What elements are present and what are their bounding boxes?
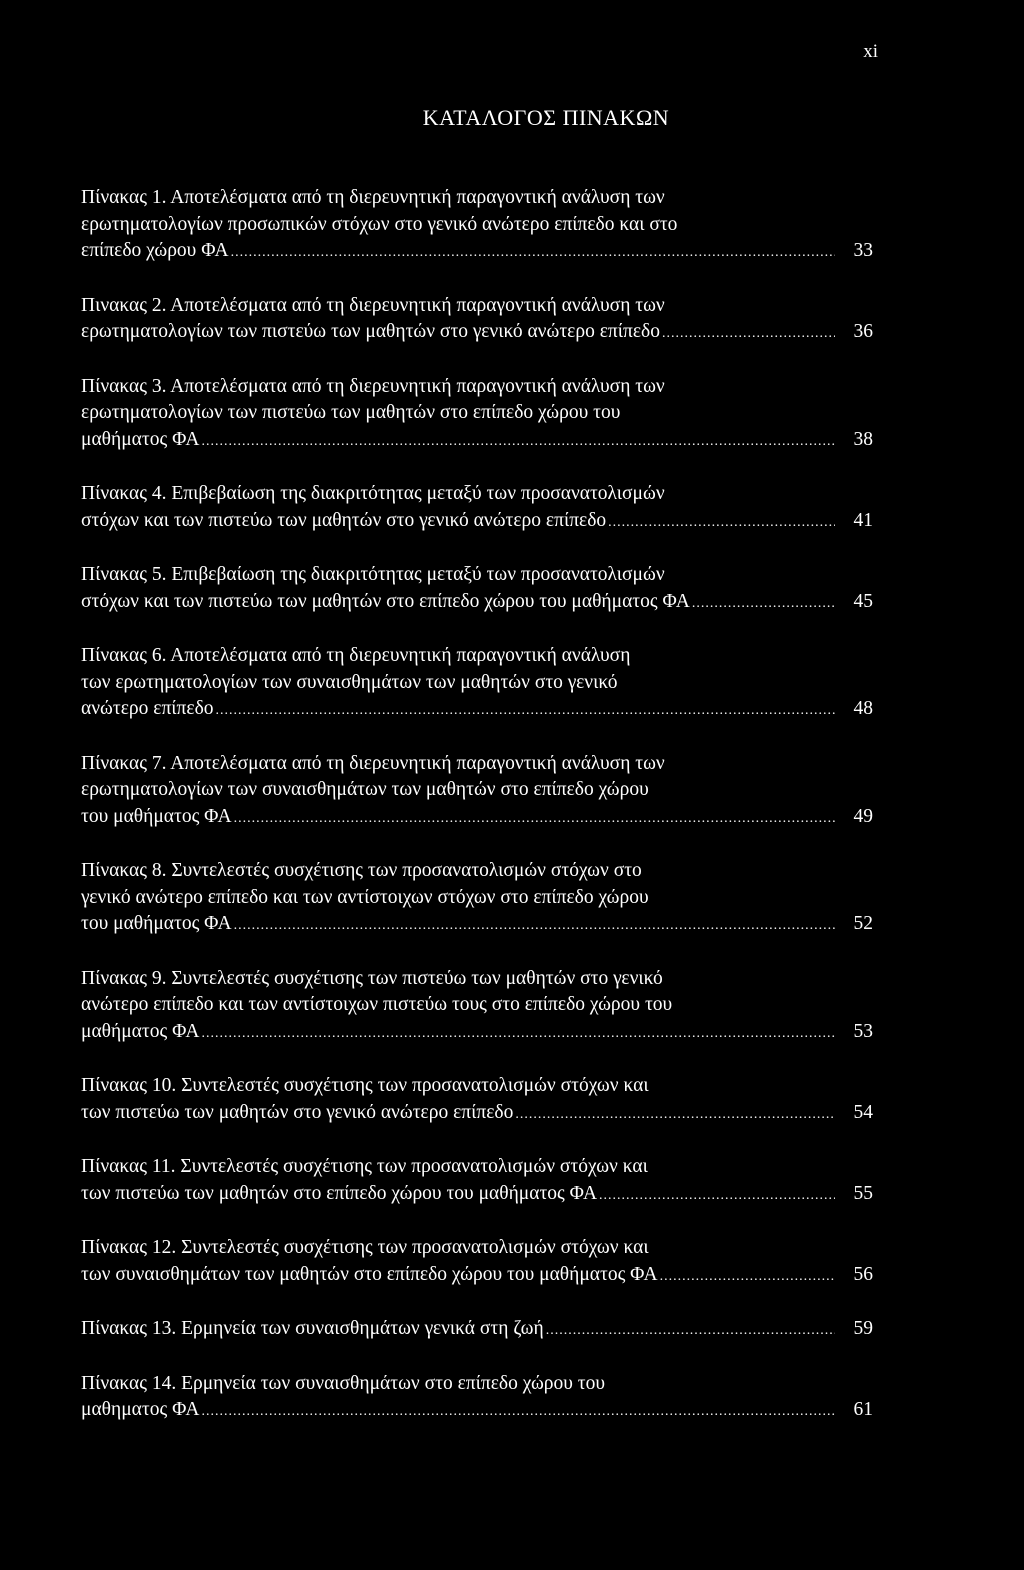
- toc-entry: [81, 1235, 873, 1290]
- entry-last-line: [81, 427, 873, 456]
- entry-last-line: [81, 804, 873, 833]
- dot-leader: [660, 1264, 835, 1291]
- entry-text-line: ερωτηματολογίων των συναισθημάτων των μαθητών στο επίπεδο χώρου: [81, 779, 649, 800]
- table-list: [81, 185, 873, 1452]
- entry-last-line: [81, 1181, 873, 1210]
- toc-entry: [81, 1073, 873, 1128]
- entry-text-line: ερωτηματολογίων προσωπικών στόχων στο γενικό ανώτερο επίπεδο και στο: [81, 213, 678, 235]
- entry-text-line: Πίνακας 6. Αποτελέσματα από τη διερευνητική παραγοντική ανάλυση: [81, 645, 631, 666]
- entry-text-line: στόχων και των πιστεύω των μαθητών στο γενικό ανώτερο επίπεδο: [81, 509, 607, 531]
- entry-text-line: Πίνακας 5. Επιβεβαίωση της διακριτότητας μεταξύ των προσανατολισμών: [81, 564, 665, 585]
- entry-text-line: μαθήματος ΦΑ: [81, 428, 200, 450]
- page-reference: 49: [853, 805, 873, 827]
- entry-last-line: [81, 1019, 873, 1048]
- entry-last-line: [81, 1100, 873, 1129]
- entry-last-line: [81, 1262, 873, 1291]
- toc-entry: [81, 751, 873, 833]
- toc-entry: [81, 374, 873, 456]
- entry-text-line: Πίνακας 10. Συντελεστές συσχέτισης των προσανατολισμών στόχων και: [81, 1075, 649, 1096]
- dot-leader: [216, 698, 835, 725]
- dot-leader: [515, 1102, 835, 1129]
- page-number: xi: [863, 41, 878, 62]
- page-reference: 54: [853, 1101, 873, 1123]
- entry-text-line: γενικό ανώτερο επίπεδο και των αντίστοιχων στόχων στο επίπεδο χώρου: [81, 886, 649, 908]
- entry-last-line: [81, 1397, 873, 1426]
- toc-entry: [81, 293, 873, 348]
- toc-entry: [81, 481, 873, 536]
- entry-text-line: των ερωτηματολογίων των συναισθημάτων των μαθητών στο γενικό: [81, 671, 618, 693]
- entry-last-line: [81, 1316, 873, 1345]
- entry-text-line: Πίνακας 8. Συντελεστές συσχέτισης των προσανατολισμών στόχων στο: [81, 860, 642, 881]
- page-reference: 45: [853, 590, 873, 612]
- entry-text-line: Πίνακας 13. Ερμηνεία των συναισθημάτων γενικά στη ζωή: [81, 1318, 544, 1339]
- entry-text-line: των πιστεύω των μαθητών στο γενικό ανώτερο επίπεδο: [81, 1101, 514, 1123]
- dot-leader: [662, 321, 835, 348]
- page-reference: 33: [853, 240, 873, 261]
- entry-last-line: [81, 319, 873, 348]
- page-reference: 59: [853, 1318, 873, 1339]
- dot-leader: [201, 1399, 835, 1426]
- entry-text-line: ερωτηματολογίων των πιστεύω των μαθητών στο επίπεδο χώρου του: [81, 402, 621, 423]
- entry-text-line: Πίνακας 7. Αποτελέσματα από τη διερευνητική παραγοντική ανάλυση των: [81, 752, 665, 774]
- entry-last-line: [81, 238, 873, 267]
- toc-entry: [81, 562, 873, 617]
- dot-leader: [234, 913, 835, 940]
- entry-text-line: Πίνακας 4. Επιβεβαίωση της διακριτότητας μεταξύ των προσανατολισμών: [81, 483, 665, 504]
- dot-leader: [692, 591, 835, 618]
- entry-text-line: Πίνακας 12. Συντελεστές συσχέτισης των προσανατολισμών στόχων και: [81, 1237, 649, 1258]
- toc-entry: [81, 1371, 873, 1426]
- toc-entry: [81, 185, 873, 267]
- page-title: ΚΑΤΑΛΟΓΟΣ ΠΙΝΑΚΩΝ: [422, 105, 670, 130]
- page-reference: 55: [853, 1182, 873, 1204]
- entry-last-line: [81, 589, 873, 618]
- toc-entry: [81, 1154, 873, 1209]
- entry-text-line: του μαθήματος ΦΑ: [81, 805, 232, 827]
- page-reference: 36: [853, 321, 873, 342]
- entry-text-line: Πίνακας 14. Ερμηνεία των συναισθημάτων στο επίπεδο χώρου του: [81, 1372, 606, 1394]
- entry-text-line: των συναισθημάτων των μαθητών στο επίπεδο χώρου του μαθήματος ΦΑ: [81, 1263, 658, 1285]
- page-reference: 53: [853, 1020, 873, 1042]
- dot-leader: [201, 429, 835, 456]
- entry-text-line: μαθήματος ΦΑ: [81, 1020, 200, 1042]
- toc-entry: [81, 858, 873, 940]
- entry-text-line: Πίνακας 11. Συντελεστές συσχέτισης των προσανατολισμών στόχων και: [81, 1156, 648, 1177]
- entry-text-line: Πίνακας 3. Αποτελέσματα από τη διερευνητική παραγοντική ανάλυση των: [81, 375, 665, 397]
- dot-leader: [234, 806, 835, 833]
- toc-entry: [81, 966, 873, 1048]
- entry-text-line: του μαθήματος ΦΑ: [81, 913, 232, 934]
- page-reference: 48: [853, 698, 873, 719]
- entry-text-line: Πινακας 2. Αποτελέσματα από τη διερευνητική παραγοντική ανάλυση των: [81, 294, 665, 316]
- entry-text-line: Πίνακας 1. Αποτελέσματα από τη διερευνητική παραγοντική ανάλυση των: [81, 187, 665, 208]
- entry-text-line: επίπεδο χώρου ΦΑ: [81, 240, 229, 261]
- page-reference: 41: [853, 509, 873, 531]
- entry-text-line: ανώτερο επίπεδο και των αντίστοιχων πιστεύω τους στο επίπεδο χώρου του: [81, 994, 673, 1015]
- dot-leader: [231, 240, 835, 267]
- toc-entry: [81, 1316, 873, 1345]
- dot-leader: [608, 510, 835, 537]
- dot-leader: [201, 1021, 835, 1048]
- page-reference: 52: [853, 913, 873, 934]
- dot-leader: [546, 1318, 835, 1345]
- entry-text-line: Πίνακας 9. Συντελεστές συσχέτισης των πιστεύω των μαθητών στο γενικό: [81, 967, 663, 989]
- page-reference: 61: [853, 1399, 873, 1420]
- entry-last-line: [81, 508, 873, 537]
- page-reference: 38: [853, 428, 873, 450]
- entry-last-line: [81, 696, 873, 725]
- entry-text-line: στόχων και των πιστεύω των μαθητών στο επίπεδο χώρου του μαθήματος ΦΑ: [81, 590, 690, 612]
- entry-text-line: ανώτερο επίπεδο: [81, 698, 214, 719]
- dot-leader: [599, 1183, 835, 1210]
- entry-text-line: ερωτηματολογίων των πιστεύω των μαθητών στο γενικό ανώτερο επίπεδο: [81, 321, 660, 342]
- entry-last-line: [81, 911, 873, 940]
- toc-entry: [81, 643, 873, 725]
- page-reference: 56: [853, 1263, 873, 1285]
- entry-text-line: μαθηματος ΦΑ: [81, 1399, 200, 1420]
- entry-text-line: των πιστεύω των μαθητών στο επίπεδο χώρου του μαθήματος ΦΑ: [81, 1182, 598, 1204]
